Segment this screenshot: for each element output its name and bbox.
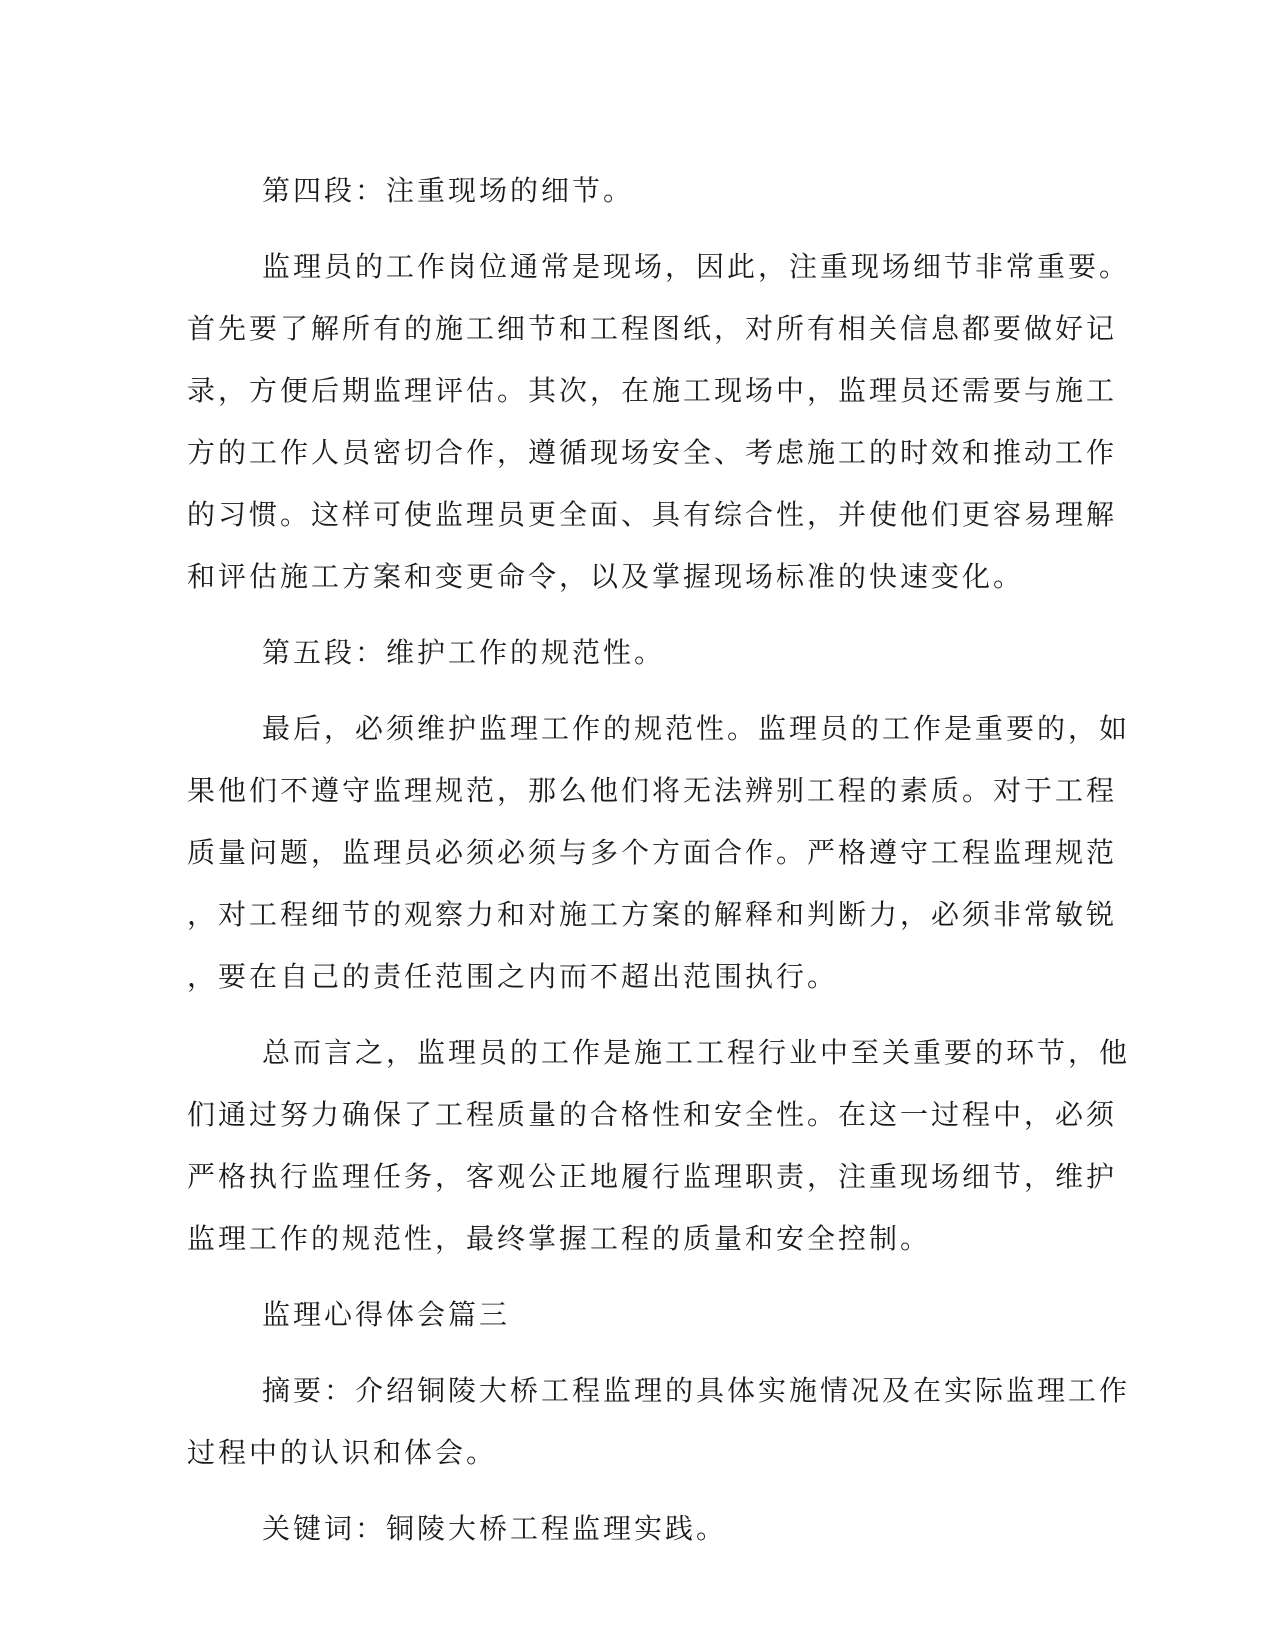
- text-line: 最后，必须维护监理工作的规范性。监理员的工作是重要的，如: [262, 712, 1131, 745]
- text-line: 监理员的工作岗位通常是现场，因此，注重现场细节非常重要。: [262, 250, 1131, 283]
- text-line: 严格执行监理任务，客观公正地履行监理职责，注重现场细节，维护: [187, 1160, 1118, 1193]
- text-line: 监理心得体会篇三: [262, 1298, 511, 1331]
- text-line: 摘要：介绍铜陵大桥工程监理的具体实施情况及在实际监理工作: [262, 1374, 1131, 1407]
- text-line: 和评估施工方案和变更命令，以及掌握现场标准的快速变化。: [187, 560, 1025, 593]
- paragraph-section-five-heading: [187, 622, 1067, 684]
- text-line: 总而言之，监理员的工作是施工工程行业中至关重要的环节，他: [262, 1036, 1131, 1069]
- text-line: 果他们不遵守监理规范，那么他们将无法辨别工程的素质。对于工程: [187, 774, 1118, 807]
- paragraph-conclusion: [187, 1022, 1131, 1270]
- paragraph-keywords: [187, 1498, 1067, 1560]
- text-line: 的习惯。这样可使监理员更全面、具有综合性，并使他们更容易理解: [187, 498, 1118, 531]
- text-line: ，对工程细节的观察力和对施工方案的解释和判断力，必须非常敏锐: [187, 898, 1118, 931]
- paragraph-part-three-title: [187, 1284, 1067, 1346]
- text-line: 关键词：铜陵大桥工程监理实践。: [262, 1512, 728, 1545]
- text-line: 第四段：注重现场的细节。: [262, 174, 635, 207]
- paragraph-standards: [187, 698, 1131, 1008]
- paragraph-abstract: [187, 1360, 1131, 1484]
- text-line: 监理工作的规范性，最终掌握工程的质量和安全控制。: [187, 1222, 932, 1255]
- text-line: 们通过努力确保了工程质量的合格性和安全性。在这一过程中，必须: [187, 1098, 1118, 1131]
- document-body: [187, 160, 1131, 1574]
- text-line: 第五段：维护工作的规范性。: [262, 636, 666, 669]
- text-line: 方的工作人员密切合作，遵循现场安全、考虑施工的时效和推动工作: [187, 436, 1118, 469]
- text-line: 首先要了解所有的施工细节和工程图纸，对所有相关信息都要做好记: [187, 312, 1118, 345]
- paragraph-site-details: [187, 236, 1131, 608]
- paragraph-section-four-heading: [187, 160, 1067, 222]
- text-line: 录，方便后期监理评估。其次，在施工现场中，监理员还需要与施工: [187, 374, 1118, 407]
- text-line: ，要在自己的责任范围之内而不超出范围执行。: [187, 960, 839, 993]
- text-line: 质量问题，监理员必须必须与多个方面合作。严格遵守工程监理规范: [187, 836, 1118, 869]
- text-line: 过程中的认识和体会。: [187, 1436, 498, 1469]
